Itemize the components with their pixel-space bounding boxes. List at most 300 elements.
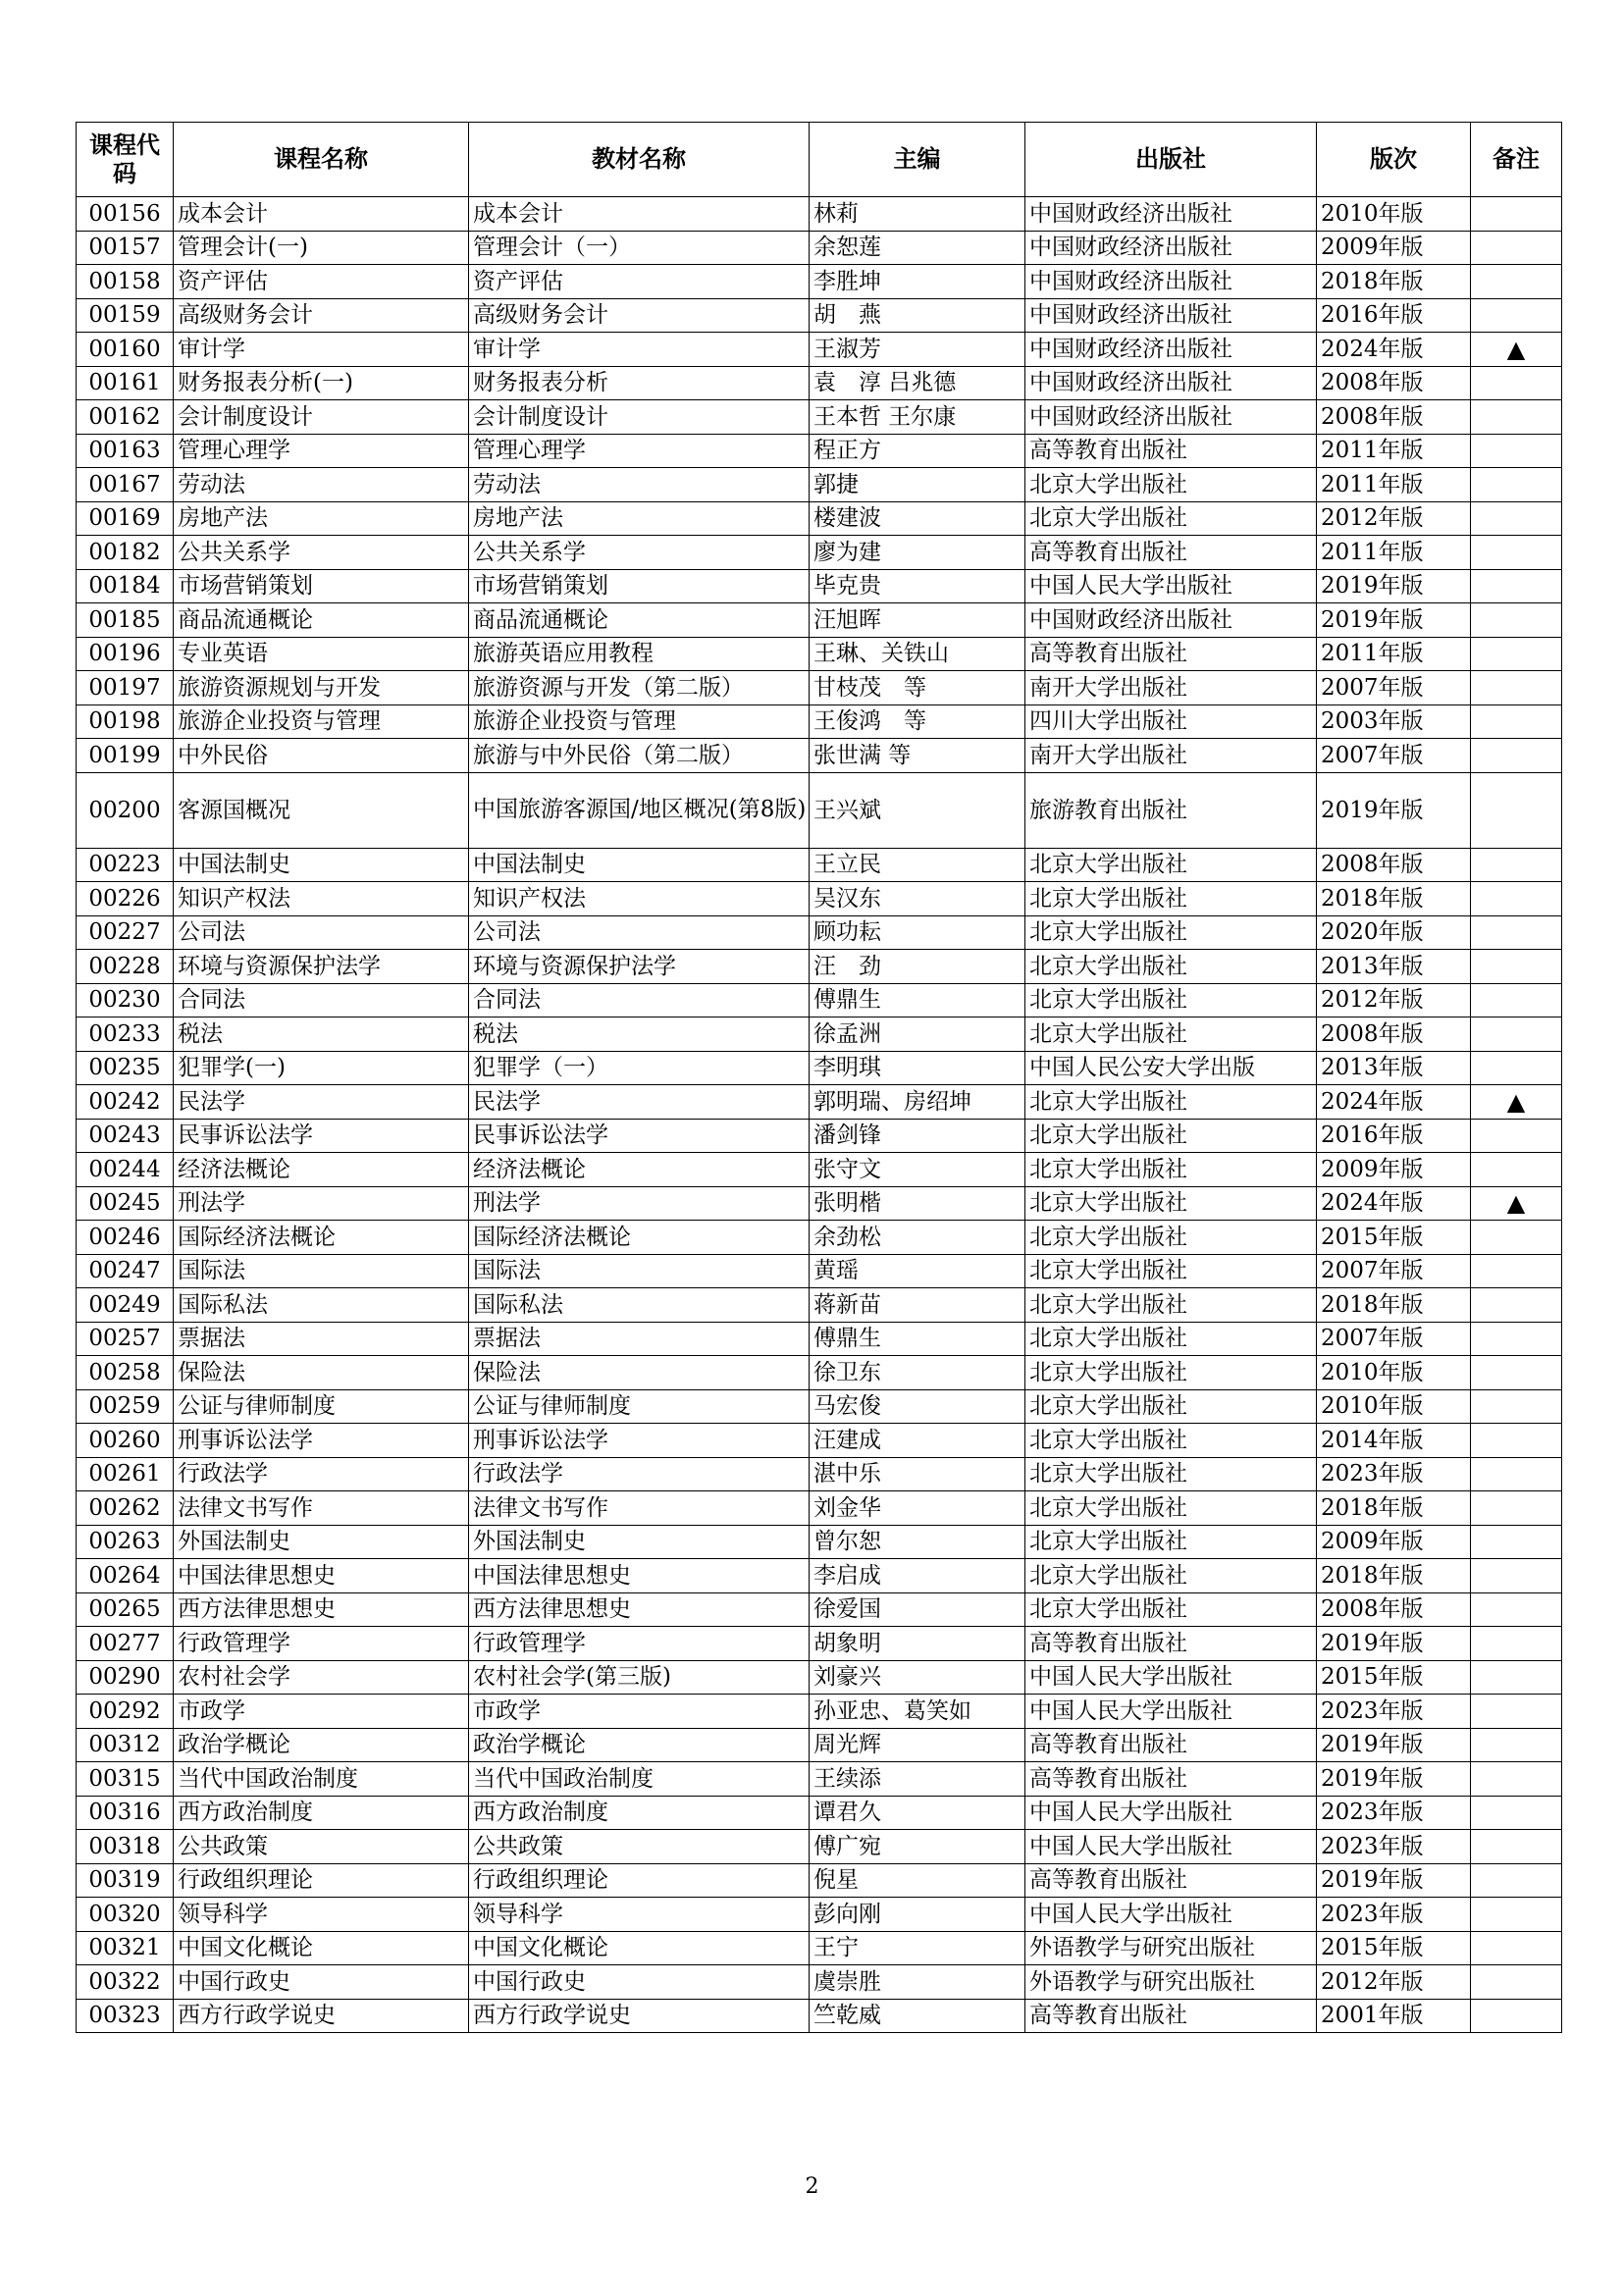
cell-edition: 2019年版 bbox=[1317, 1627, 1471, 1661]
cell-course-code: 00265 bbox=[77, 1592, 174, 1627]
cell-textbook-name: 行政管理学 bbox=[469, 1627, 810, 1661]
cell-course-name: 农村社会学 bbox=[174, 1660, 469, 1695]
table-row bbox=[77, 1221, 1562, 1255]
table-row bbox=[77, 468, 1562, 502]
table-row bbox=[77, 739, 1562, 773]
cell-course-code: 00257 bbox=[77, 1322, 174, 1356]
cell-course-code: 00163 bbox=[77, 434, 174, 468]
cell-course-code: 00199 bbox=[77, 739, 174, 773]
cell-course-code: 00196 bbox=[77, 637, 174, 671]
cell-course-name: 商品流通概论 bbox=[174, 603, 469, 638]
cell-course-code: 00247 bbox=[77, 1254, 174, 1288]
cell-editor: 王琳、关铁山 bbox=[810, 637, 1025, 671]
cell-editor: 黄瑶 bbox=[810, 1254, 1025, 1288]
cell-course-name: 政治学概论 bbox=[174, 1728, 469, 1762]
cell-edition: 2024年版 bbox=[1317, 333, 1471, 367]
cell-course-code: 00162 bbox=[77, 400, 174, 435]
cell-course-name: 市场营销策划 bbox=[174, 569, 469, 603]
page-number: 2 bbox=[805, 2174, 819, 2199]
cell-course-name: 国际法 bbox=[174, 1254, 469, 1288]
cell-remarks bbox=[1471, 1627, 1562, 1661]
cell-publisher: 中国人民公安大学出版 bbox=[1025, 1051, 1317, 1085]
cell-edition: 2023年版 bbox=[1317, 1830, 1471, 1864]
cell-publisher: 北京大学出版社 bbox=[1025, 1559, 1317, 1593]
cell-edition: 2007年版 bbox=[1317, 1254, 1471, 1288]
table-row bbox=[77, 1863, 1562, 1898]
cell-remarks bbox=[1471, 637, 1562, 671]
cell-edition: 2013年版 bbox=[1317, 1051, 1471, 1085]
cell-textbook-name: 商品流通概论 bbox=[469, 603, 810, 638]
cell-edition: 2010年版 bbox=[1317, 1389, 1471, 1424]
cell-edition: 2008年版 bbox=[1317, 400, 1471, 435]
cell-remarks bbox=[1471, 950, 1562, 984]
cell-remarks bbox=[1471, 434, 1562, 468]
cell-remarks bbox=[1471, 1153, 1562, 1187]
cell-edition: 2019年版 bbox=[1317, 1728, 1471, 1762]
cell-editor: 王续添 bbox=[810, 1762, 1025, 1797]
table-row bbox=[77, 1965, 1562, 2000]
header-editor: 主编 bbox=[810, 123, 1025, 197]
table-row bbox=[77, 950, 1562, 984]
table-row bbox=[77, 1931, 1562, 1965]
cell-remarks bbox=[1471, 1221, 1562, 1255]
cell-textbook-name: 中国旅游客源国/地区概况(第8版) bbox=[469, 772, 810, 848]
cell-publisher: 中国财政经济出版社 bbox=[1025, 298, 1317, 333]
cell-publisher: 北京大学出版社 bbox=[1025, 915, 1317, 950]
cell-course-code: 00182 bbox=[77, 536, 174, 570]
table-row bbox=[77, 1762, 1562, 1797]
table-row bbox=[77, 848, 1562, 882]
cell-editor: 毕克贵 bbox=[810, 569, 1025, 603]
table-row bbox=[77, 1186, 1562, 1221]
cell-textbook-name: 公司法 bbox=[469, 915, 810, 950]
cell-editor: 李明琪 bbox=[810, 1051, 1025, 1085]
cell-course-code: 00228 bbox=[77, 950, 174, 984]
table-row bbox=[77, 1728, 1562, 1762]
cell-textbook-name: 行政组织理论 bbox=[469, 1863, 810, 1898]
cell-course-name: 票据法 bbox=[174, 1322, 469, 1356]
cell-remarks bbox=[1471, 231, 1562, 265]
cell-textbook-name: 民法学 bbox=[469, 1085, 810, 1120]
cell-course-name: 房地产法 bbox=[174, 501, 469, 536]
cell-course-name: 外国法制史 bbox=[174, 1525, 469, 1559]
cell-remarks bbox=[1471, 1695, 1562, 1729]
cell-publisher: 高等教育出版社 bbox=[1025, 1627, 1317, 1661]
cell-textbook-name: 审计学 bbox=[469, 333, 810, 367]
header-course-code: 课程代码 bbox=[77, 123, 174, 197]
cell-publisher: 北京大学出版社 bbox=[1025, 1389, 1317, 1424]
cell-course-name: 专业英语 bbox=[174, 637, 469, 671]
table-row bbox=[77, 1288, 1562, 1323]
cell-remarks bbox=[1471, 1728, 1562, 1762]
cell-course-name: 国际经济法概论 bbox=[174, 1221, 469, 1255]
cell-edition: 2020年版 bbox=[1317, 915, 1471, 950]
cell-course-name: 公司法 bbox=[174, 915, 469, 950]
table-row bbox=[77, 1051, 1562, 1085]
header-row bbox=[77, 123, 1562, 197]
cell-course-name: 行政组织理论 bbox=[174, 1863, 469, 1898]
cell-remarks bbox=[1471, 1254, 1562, 1288]
cell-remarks bbox=[1471, 1389, 1562, 1424]
cell-edition: 2023年版 bbox=[1317, 1898, 1471, 1932]
cell-textbook-name: 公证与律师制度 bbox=[469, 1389, 810, 1424]
table-row bbox=[77, 603, 1562, 638]
cell-course-name: 税法 bbox=[174, 1018, 469, 1052]
cell-editor: 蒋新苗 bbox=[810, 1288, 1025, 1323]
cell-editor: 虞崇胜 bbox=[810, 1965, 1025, 2000]
cell-course-code: 00160 bbox=[77, 333, 174, 367]
cell-remarks bbox=[1471, 366, 1562, 400]
cell-course-code: 00242 bbox=[77, 1085, 174, 1120]
cell-edition: 2008年版 bbox=[1317, 366, 1471, 400]
cell-course-name: 旅游企业投资与管理 bbox=[174, 704, 469, 739]
cell-course-code: 00235 bbox=[77, 1051, 174, 1085]
cell-publisher: 外语教学与研究出版社 bbox=[1025, 1965, 1317, 2000]
cell-course-name: 中国文化概论 bbox=[174, 1931, 469, 1965]
cell-textbook-name: 旅游企业投资与管理 bbox=[469, 704, 810, 739]
cell-textbook-name: 旅游与中外民俗（第二版） bbox=[469, 739, 810, 773]
cell-textbook-name: 外国法制史 bbox=[469, 1525, 810, 1559]
cell-publisher: 高等教育出版社 bbox=[1025, 1999, 1317, 2033]
cell-textbook-name: 公共关系学 bbox=[469, 536, 810, 570]
cell-edition: 2023年版 bbox=[1317, 1695, 1471, 1729]
cell-editor: 郭明瑞、房绍坤 bbox=[810, 1085, 1025, 1120]
cell-course-name: 犯罪学(一) bbox=[174, 1051, 469, 1085]
cell-remarks bbox=[1471, 915, 1562, 950]
cell-editor: 王宁 bbox=[810, 1931, 1025, 1965]
cell-publisher: 高等教育出版社 bbox=[1025, 637, 1317, 671]
header-edition: 版次 bbox=[1317, 123, 1471, 197]
cell-textbook-name: 财务报表分析 bbox=[469, 366, 810, 400]
cell-remarks bbox=[1471, 739, 1562, 773]
cell-remarks: ▲ bbox=[1471, 1085, 1562, 1120]
cell-publisher: 北京大学出版社 bbox=[1025, 1186, 1317, 1221]
table-row bbox=[77, 1457, 1562, 1491]
cell-textbook-name: 领导科学 bbox=[469, 1898, 810, 1932]
cell-remarks bbox=[1471, 1762, 1562, 1797]
cell-course-code: 00320 bbox=[77, 1898, 174, 1932]
cell-course-code: 00290 bbox=[77, 1660, 174, 1695]
cell-publisher: 中国财政经济出版社 bbox=[1025, 400, 1317, 435]
cell-remarks bbox=[1471, 1051, 1562, 1085]
cell-course-name: 劳动法 bbox=[174, 468, 469, 502]
cell-edition: 2018年版 bbox=[1317, 1559, 1471, 1593]
cell-textbook-name: 法律文书写作 bbox=[469, 1491, 810, 1526]
cell-publisher: 中国人民大学出版社 bbox=[1025, 1830, 1317, 1864]
cell-publisher: 外语教学与研究出版社 bbox=[1025, 1931, 1317, 1965]
cell-remarks bbox=[1471, 1322, 1562, 1356]
table-row bbox=[77, 536, 1562, 570]
table-row bbox=[77, 501, 1562, 536]
cell-edition: 2011年版 bbox=[1317, 637, 1471, 671]
cell-course-name: 行政管理学 bbox=[174, 1627, 469, 1661]
cell-textbook-name: 中国法制史 bbox=[469, 848, 810, 882]
cell-textbook-name: 刑事诉讼法学 bbox=[469, 1424, 810, 1458]
cell-course-code: 00323 bbox=[77, 1999, 174, 2033]
cell-editor: 徐爱国 bbox=[810, 1592, 1025, 1627]
cell-course-code: 00167 bbox=[77, 468, 174, 502]
table-row bbox=[77, 1830, 1562, 1864]
cell-textbook-name: 中国法律思想史 bbox=[469, 1559, 810, 1593]
cell-course-name: 公共政策 bbox=[174, 1830, 469, 1864]
cell-textbook-name: 西方法律思想史 bbox=[469, 1592, 810, 1627]
cell-textbook-name: 保险法 bbox=[469, 1356, 810, 1390]
cell-course-name: 刑法学 bbox=[174, 1186, 469, 1221]
table-row bbox=[77, 1898, 1562, 1932]
cell-course-name: 旅游资源规划与开发 bbox=[174, 671, 469, 705]
cell-publisher: 北京大学出版社 bbox=[1025, 1457, 1317, 1491]
cell-course-code: 00161 bbox=[77, 366, 174, 400]
cell-course-name: 环境与资源保护法学 bbox=[174, 950, 469, 984]
cell-course-name: 合同法 bbox=[174, 983, 469, 1018]
cell-remarks bbox=[1471, 1898, 1562, 1932]
cell-editor: 徐卫东 bbox=[810, 1356, 1025, 1390]
cell-course-name: 知识产权法 bbox=[174, 882, 469, 916]
cell-remarks bbox=[1471, 1525, 1562, 1559]
cell-publisher: 北京大学出版社 bbox=[1025, 983, 1317, 1018]
cell-remarks bbox=[1471, 1559, 1562, 1593]
header-textbook-name: 教材名称 bbox=[469, 123, 810, 197]
cell-course-name: 当代中国政治制度 bbox=[174, 1762, 469, 1797]
cell-course-code: 00249 bbox=[77, 1288, 174, 1323]
cell-course-code: 00322 bbox=[77, 1965, 174, 2000]
cell-textbook-name: 高级财务会计 bbox=[469, 298, 810, 333]
cell-publisher: 南开大学出版社 bbox=[1025, 671, 1317, 705]
header-remarks: 备注 bbox=[1471, 123, 1562, 197]
cell-publisher: 中国人民大学出版社 bbox=[1025, 569, 1317, 603]
cell-publisher: 北京大学出版社 bbox=[1025, 1254, 1317, 1288]
cell-edition: 2016年版 bbox=[1317, 298, 1471, 333]
cell-editor: 余劲松 bbox=[810, 1221, 1025, 1255]
cell-textbook-name: 市政学 bbox=[469, 1695, 810, 1729]
cell-editor: 傅鼎生 bbox=[810, 983, 1025, 1018]
cell-course-code: 00184 bbox=[77, 569, 174, 603]
cell-edition: 2018年版 bbox=[1317, 882, 1471, 916]
cell-remarks bbox=[1471, 603, 1562, 638]
cell-textbook-name: 会计制度设计 bbox=[469, 400, 810, 435]
cell-remarks bbox=[1471, 704, 1562, 739]
cell-remarks bbox=[1471, 536, 1562, 570]
table-row bbox=[77, 333, 1562, 367]
cell-editor: 顾功耘 bbox=[810, 915, 1025, 950]
cell-remarks bbox=[1471, 983, 1562, 1018]
cell-course-code: 00262 bbox=[77, 1491, 174, 1526]
table-row bbox=[77, 1559, 1562, 1593]
cell-publisher: 北京大学出版社 bbox=[1025, 1491, 1317, 1526]
cell-course-code: 00169 bbox=[77, 501, 174, 536]
cell-edition: 2019年版 bbox=[1317, 1762, 1471, 1797]
cell-course-name: 国际私法 bbox=[174, 1288, 469, 1323]
cell-publisher: 中国人民大学出版社 bbox=[1025, 1796, 1317, 1830]
table-row bbox=[77, 366, 1562, 400]
cell-remarks bbox=[1471, 772, 1562, 848]
cell-course-name: 市政学 bbox=[174, 1695, 469, 1729]
cell-textbook-name: 税法 bbox=[469, 1018, 810, 1052]
table-row bbox=[77, 772, 1562, 848]
cell-remarks bbox=[1471, 1965, 1562, 2000]
table-row bbox=[77, 1796, 1562, 1830]
cell-remarks: ▲ bbox=[1471, 1186, 1562, 1221]
table-row bbox=[77, 1119, 1562, 1153]
cell-publisher: 高等教育出版社 bbox=[1025, 1762, 1317, 1797]
cell-course-code: 00198 bbox=[77, 704, 174, 739]
cell-course-code: 00230 bbox=[77, 983, 174, 1018]
cell-edition: 2018年版 bbox=[1317, 1288, 1471, 1323]
cell-textbook-name: 合同法 bbox=[469, 983, 810, 1018]
cell-remarks bbox=[1471, 1830, 1562, 1864]
cell-course-name: 公共关系学 bbox=[174, 536, 469, 570]
cell-publisher: 北京大学出版社 bbox=[1025, 1356, 1317, 1390]
cell-publisher: 北京大学出版社 bbox=[1025, 501, 1317, 536]
cell-remarks bbox=[1471, 501, 1562, 536]
cell-course-code: 00233 bbox=[77, 1018, 174, 1052]
cell-remarks bbox=[1471, 1592, 1562, 1627]
table-row bbox=[77, 1254, 1562, 1288]
cell-edition: 2018年版 bbox=[1317, 1491, 1471, 1526]
cell-textbook-name: 环境与资源保护法学 bbox=[469, 950, 810, 984]
cell-edition: 2008年版 bbox=[1317, 1018, 1471, 1052]
cell-course-code: 00315 bbox=[77, 1762, 174, 1797]
cell-publisher: 中国人民大学出版社 bbox=[1025, 1898, 1317, 1932]
cell-editor: 孙亚忠、葛笑如 bbox=[810, 1695, 1025, 1729]
cell-publisher: 北京大学出版社 bbox=[1025, 950, 1317, 984]
cell-edition: 2003年版 bbox=[1317, 704, 1471, 739]
cell-edition: 2009年版 bbox=[1317, 1153, 1471, 1187]
cell-remarks bbox=[1471, 1424, 1562, 1458]
cell-course-code: 00158 bbox=[77, 265, 174, 299]
table-header bbox=[77, 123, 1562, 197]
cell-textbook-name: 管理会计（一） bbox=[469, 231, 810, 265]
cell-publisher: 北京大学出版社 bbox=[1025, 1424, 1317, 1458]
cell-textbook-name: 西方行政学说史 bbox=[469, 1999, 810, 2033]
cell-course-code: 00200 bbox=[77, 772, 174, 848]
cell-remarks bbox=[1471, 197, 1562, 232]
cell-publisher: 四川大学出版社 bbox=[1025, 704, 1317, 739]
table-row bbox=[77, 882, 1562, 916]
cell-edition: 2023年版 bbox=[1317, 1457, 1471, 1491]
cell-editor: 汪旭晖 bbox=[810, 603, 1025, 638]
cell-publisher: 中国财政经济出版社 bbox=[1025, 603, 1317, 638]
cell-edition: 2012年版 bbox=[1317, 983, 1471, 1018]
cell-remarks bbox=[1471, 400, 1562, 435]
cell-course-code: 00319 bbox=[77, 1863, 174, 1898]
table-row bbox=[77, 1695, 1562, 1729]
cell-course-code: 00185 bbox=[77, 603, 174, 638]
cell-textbook-name: 中国行政史 bbox=[469, 1965, 810, 2000]
cell-edition: 2015年版 bbox=[1317, 1221, 1471, 1255]
cell-textbook-name: 国际私法 bbox=[469, 1288, 810, 1323]
table-body bbox=[77, 197, 1562, 2033]
cell-editor: 李启成 bbox=[810, 1559, 1025, 1593]
table-row bbox=[77, 197, 1562, 232]
table-row bbox=[77, 1592, 1562, 1627]
cell-publisher: 北京大学出版社 bbox=[1025, 1525, 1317, 1559]
cell-remarks bbox=[1471, 468, 1562, 502]
cell-publisher: 中国财政经济出版社 bbox=[1025, 231, 1317, 265]
table-row bbox=[77, 671, 1562, 705]
cell-textbook-name: 中国文化概论 bbox=[469, 1931, 810, 1965]
cell-course-code: 00264 bbox=[77, 1559, 174, 1593]
cell-editor: 余恕莲 bbox=[810, 231, 1025, 265]
cell-editor: 汪建成 bbox=[810, 1424, 1025, 1458]
cell-edition: 2008年版 bbox=[1317, 1592, 1471, 1627]
table-row bbox=[77, 1322, 1562, 1356]
cell-remarks: ▲ bbox=[1471, 333, 1562, 367]
cell-publisher: 中国财政经济出版社 bbox=[1025, 265, 1317, 299]
cell-edition: 2015年版 bbox=[1317, 1660, 1471, 1695]
table-row bbox=[77, 1085, 1562, 1120]
cell-editor: 袁 淳 吕兆德 bbox=[810, 366, 1025, 400]
cell-remarks bbox=[1471, 1863, 1562, 1898]
cell-edition: 2014年版 bbox=[1317, 1424, 1471, 1458]
cell-textbook-name: 票据法 bbox=[469, 1322, 810, 1356]
cell-edition: 2011年版 bbox=[1317, 434, 1471, 468]
cell-remarks bbox=[1471, 882, 1562, 916]
cell-editor: 王立民 bbox=[810, 848, 1025, 882]
cell-course-name: 西方行政学说史 bbox=[174, 1999, 469, 2033]
cell-course-code: 00316 bbox=[77, 1796, 174, 1830]
header-publisher: 出版社 bbox=[1025, 123, 1317, 197]
cell-textbook-name: 国际法 bbox=[469, 1254, 810, 1288]
cell-remarks bbox=[1471, 1796, 1562, 1830]
cell-course-code: 00157 bbox=[77, 231, 174, 265]
cell-editor: 潘剑锋 bbox=[810, 1119, 1025, 1153]
cell-course-name: 行政法学 bbox=[174, 1457, 469, 1491]
cell-course-code: 00258 bbox=[77, 1356, 174, 1390]
cell-course-code: 00318 bbox=[77, 1830, 174, 1864]
table-row bbox=[77, 637, 1562, 671]
cell-editor: 周光辉 bbox=[810, 1728, 1025, 1762]
cell-remarks bbox=[1471, 1457, 1562, 1491]
table-row bbox=[77, 298, 1562, 333]
cell-publisher: 北京大学出版社 bbox=[1025, 1221, 1317, 1255]
cell-editor: 张守文 bbox=[810, 1153, 1025, 1187]
cell-publisher: 北京大学出版社 bbox=[1025, 1322, 1317, 1356]
cell-course-name: 经济法概论 bbox=[174, 1153, 469, 1187]
cell-course-code: 00259 bbox=[77, 1389, 174, 1424]
cell-editor: 谭君久 bbox=[810, 1796, 1025, 1830]
cell-publisher: 高等教育出版社 bbox=[1025, 434, 1317, 468]
cell-remarks bbox=[1471, 1931, 1562, 1965]
cell-edition: 2007年版 bbox=[1317, 1322, 1471, 1356]
cell-remarks bbox=[1471, 1356, 1562, 1390]
cell-edition: 2008年版 bbox=[1317, 848, 1471, 882]
cell-course-name: 管理心理学 bbox=[174, 434, 469, 468]
cell-course-code: 00260 bbox=[77, 1424, 174, 1458]
cell-edition: 2019年版 bbox=[1317, 772, 1471, 848]
cell-textbook-name: 西方政治制度 bbox=[469, 1796, 810, 1830]
cell-course-code: 00321 bbox=[77, 1931, 174, 1965]
cell-publisher: 中国财政经济出版社 bbox=[1025, 366, 1317, 400]
cell-course-code: 00263 bbox=[77, 1525, 174, 1559]
table-row bbox=[77, 1491, 1562, 1526]
cell-edition: 2024年版 bbox=[1317, 1085, 1471, 1120]
header-course-name: 课程名称 bbox=[174, 123, 469, 197]
cell-edition: 2009年版 bbox=[1317, 1525, 1471, 1559]
cell-editor: 傅广宛 bbox=[810, 1830, 1025, 1864]
cell-publisher: 北京大学出版社 bbox=[1025, 1119, 1317, 1153]
cell-course-code: 00246 bbox=[77, 1221, 174, 1255]
table-row bbox=[77, 1999, 1562, 2033]
cell-textbook-name: 民事诉讼法学 bbox=[469, 1119, 810, 1153]
cell-remarks bbox=[1471, 1119, 1562, 1153]
cell-textbook-name: 管理心理学 bbox=[469, 434, 810, 468]
cell-editor: 楼建波 bbox=[810, 501, 1025, 536]
cell-course-name: 资产评估 bbox=[174, 265, 469, 299]
cell-publisher: 中国财政经济出版社 bbox=[1025, 333, 1317, 367]
cell-course-code: 00277 bbox=[77, 1627, 174, 1661]
cell-textbook-name: 国际经济法概论 bbox=[469, 1221, 810, 1255]
